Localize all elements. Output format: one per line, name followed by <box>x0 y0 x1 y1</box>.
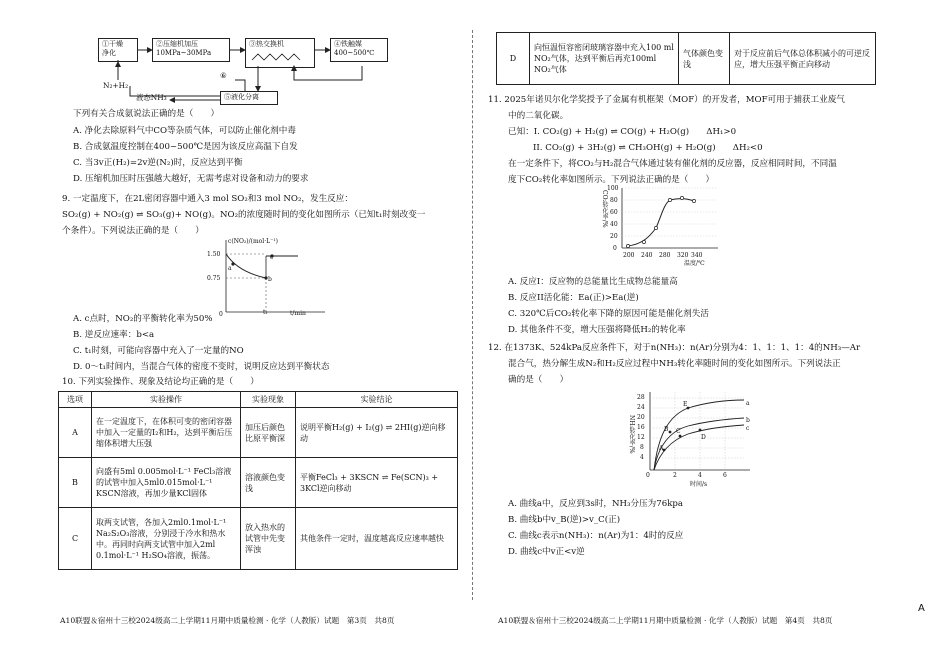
q9-point-a: a <box>228 265 232 272</box>
q10-stem: 10. 下列实验操作、现象及结论均正确的是（ ） <box>62 377 259 387</box>
q12-stem-line2: 混合气，热分解生成N₂和H₂反应过程中NH₃转化率随时间的变化如图所示。下列说法正 <box>508 359 841 369</box>
q12-curve-c: c <box>746 425 750 432</box>
q12-option-d: D. 曲线c中v正<v逆 <box>508 547 585 557</box>
q10-header-conclusion: 实验结论 <box>296 392 458 408</box>
q12-x-label: 时间/s <box>690 481 708 488</box>
q12-curve-b: b <box>746 417 750 424</box>
q11-option-b: B. 反应II活化能：Ea(正)>Ea(逆) <box>508 293 639 303</box>
q11-y-tick-0: 0 <box>613 245 617 252</box>
q11-y-tick-60: 60 <box>610 209 618 216</box>
table-row <box>497 33 876 85</box>
q12-y-tick-24: 24 <box>637 404 645 411</box>
q9-option-b: B. 逆反应速率：b<a <box>73 330 155 340</box>
q8-option-b: B. 合成氨温度控制在400~500℃是因为该反应高温下自发 <box>73 142 298 152</box>
flow-arrows <box>0 0 470 120</box>
q12-y-tick-20: 20 <box>637 414 645 421</box>
q11-x-tick-240: 240 <box>641 252 653 259</box>
q11-reaction-2: II. CO₂(g) + 3H₂(g) ⇌ CH₃OH(g) + H₂O(g) ΔH₂<0 <box>533 143 763 153</box>
q10-row-b-option: B <box>59 458 92 508</box>
q9-point-c: c <box>270 254 274 261</box>
q10-row-b-conclusion: 平衡FeCl₃ + 3KSCN ⇌ Fe(SCN)₃ + 3KCl逆向移动 <box>296 458 458 508</box>
q10-row-d-option: D <box>497 33 530 85</box>
flow-feed-label: N₂+H₂ <box>103 81 129 90</box>
q12-stem-line1: 12. 在1373K、524kPa反应条件下，对于n(NH₃)：n(Ar)分别为4：1、1：1、1：4的NH₃—Ar <box>488 343 861 353</box>
q12-point-A: A <box>659 445 664 452</box>
flow-box-compressor: ②压缩机加压 10MPa~30MPa <box>152 38 230 62</box>
q9-option-d: D. 0～t₁时间内，当混合气体的密度不变时，说明反应达到平衡状态 <box>73 362 330 372</box>
q10-row-a-conclusion: 说明平衡H₂(g) + I₂(g) ⇌ 2HI(g)逆向移动 <box>296 408 458 458</box>
q11-stem-line5: 在一定条件下，将CO₂与H₂混合气体通过装有催化剂的反应器，反应相同时间，不同温 <box>508 159 837 169</box>
q12-y-tick-28: 28 <box>637 394 645 401</box>
heat-exchanger-label: ③热交换机 <box>249 40 284 48</box>
q8-stem: 下列有关合成氨说法正确的是（ ） <box>73 109 220 119</box>
q10-row-c-option: C <box>59 508 92 570</box>
q12-y-tick-8: 8 <box>640 444 644 451</box>
q11-x-tick-280: 280 <box>659 252 671 259</box>
q12-y-tick-4: 4 <box>640 454 644 461</box>
q11-option-d: D. 其他条件不变，增大压强将降低H₂的转化率 <box>508 325 686 335</box>
q11-y-tick-20: 20 <box>610 233 618 240</box>
q9-option-c: C. t₁时刻，可能向容器中充入了一定量的NO <box>73 346 244 356</box>
q10-row-b-operation: 向盛有5ml 0.005mol·L⁻¹ FeCl₃溶液的试管中加入5ml0.015mol·L⁻¹ KSCN溶液，再加少量KCl固体 <box>92 458 241 508</box>
q10-row-a-operation: 在一定温度下，在体积可变的密闭容器中加入一定量的I₂和H₂，达到平衡后压缩体积增大压强 <box>92 408 241 458</box>
page-divider <box>472 30 473 600</box>
q12-y-tick-12: 12 <box>637 434 645 441</box>
q12-point-E: E <box>683 401 688 408</box>
q9-x-origin: 0 <box>219 311 223 318</box>
q11-reaction-1: 已知：I. CO₂(g) + H₂(g) ⇌ CO(g) + H₂O(g) ΔH₁>0 <box>508 127 737 137</box>
flow-box-catalyst: ④铁触媒 400~500℃ <box>330 38 388 62</box>
q9-y-tick-1.50: 1.50 <box>207 251 221 258</box>
q10-row-d-conclusion: 对于反应前后气体总体积减小的可逆反应，增大压强平衡正向移动 <box>730 33 876 85</box>
q10-row-c-phenomenon: 放入热水的试管中先变浑浊 <box>241 508 296 570</box>
q11-stem-line6: 度下CO₂转化率如图所示。下列说法正确的是（ ） <box>508 175 715 185</box>
q9-stem-line3: 个条件）。下列说法正确的是（ ） <box>62 226 204 236</box>
q12-point-B: B <box>664 426 669 433</box>
footer-right: A10联盟＆宿州十三校2024级高二上学期11月期中质量检测 · 化学（人教版）试题 第4页 共8页 <box>498 616 833 625</box>
q10-row-c-operation: 取两支试管，各加入2ml0.1mol·L⁻¹ Na₂S₂O₃溶液，分别浸于冷水和热水中。再同时向两支试管中加入2ml 0.1mol·L⁻¹ H₂SO₄溶液，振荡。 <box>92 508 241 570</box>
q10-row-a-phenomenon: 加压后颜色比原平衡深 <box>241 408 296 458</box>
q12-x-tick-2: 2 <box>673 472 677 479</box>
q11-y-label: CO₂转化率/% <box>601 190 608 228</box>
q11-y-tick-40: 40 <box>610 221 618 228</box>
q12-y-label: NH₃转化率/% <box>628 415 635 454</box>
q11-y-tick-100: 100 <box>607 185 619 192</box>
q10-row-d-operation: 向恒温恒容密闭玻璃容器中充入100 ml NO₂气体，达到平衡后再充100ml NO₂气体 <box>530 33 679 85</box>
q10-header-option: 选项 <box>59 392 92 408</box>
q10-table-header <box>59 392 458 408</box>
q10-row-c-conclusion: 其他条件一定时，温度越高反应速率越快 <box>296 508 458 570</box>
q8-option-a: A. 净化去除原料气中CO等杂质气体，可以防止催化剂中毒 <box>73 126 296 136</box>
q12-x-tick-4: 4 <box>698 472 702 479</box>
flow-box-separation: ⑤液化分离 <box>220 91 278 105</box>
flow-box-dry: ①干燥 净化 <box>98 38 138 62</box>
q10-header-operation: 实验操作 <box>92 392 241 408</box>
q12-curve-a: a <box>746 400 750 407</box>
q11-x-tick-320: 320 <box>677 252 689 259</box>
q9-point-b: b <box>268 276 272 283</box>
q12-option-b: B. 曲线b中v_B(逆)>v_C(正) <box>508 515 621 525</box>
q12-y-tick-16: 16 <box>637 424 645 431</box>
q11-option-a: A. 反应I：反应物的总能量比生成物总能量高 <box>508 277 678 287</box>
q11-y-tick-80: 80 <box>610 197 618 204</box>
q12-x-tick-0: 0 <box>646 472 650 479</box>
q12-stem-line3: 确的是（ ） <box>508 375 569 385</box>
q11-x-tick-340: 340 <box>691 252 703 259</box>
q10-row-d-phenomenon: 气体颜色变浅 <box>679 33 730 85</box>
q10-row-a-option: A <box>59 408 92 458</box>
q10-table-continued <box>496 32 876 85</box>
q12-option-a: A. 曲线a中，反应到3s时，NH₃分压为76kpa <box>508 499 684 509</box>
table-row <box>59 458 458 508</box>
q9-y-label: c(NO₂)/(mol·L⁻¹) <box>228 238 279 245</box>
q9-y-tick-0.75: 0.75 <box>207 275 221 282</box>
table-row <box>59 408 458 458</box>
q9-x-label: t/min <box>290 310 306 317</box>
q8-option-c: C. 当3v正(H₂)=2v逆(N₂)时，反应达到平衡 <box>73 158 243 168</box>
q11-option-c: C. 320℃后CO₂转化率下降的原因可能是催化剂失活 <box>508 309 709 319</box>
right-page <box>478 0 950 646</box>
q10-header-phenomenon: 实验现象 <box>241 392 296 408</box>
q9-stem-line1: 9. 一定温度下，在2L密闭容器中通入3 mol SO₂和3 mol NO₂，发生反应： <box>62 194 353 204</box>
q12-point-C: C <box>676 428 681 435</box>
flow-label-6: ⑥ <box>220 71 227 80</box>
flow-liquid-label: 液态NH₃ <box>136 93 167 102</box>
q10-table <box>58 391 458 570</box>
q11-x-label: 温度/℃ <box>684 260 705 267</box>
q12-x-tick-6: 6 <box>723 472 727 479</box>
q11-stem-line1: 11. 2025年诺贝尔化学奖授予了金属有机框架（MOF）的开发者，MOF可用于捕获工业废气 <box>488 95 845 105</box>
q10-row-b-phenomenon: 溶液颜色变浅 <box>241 458 296 508</box>
q9-option-a: A. c点时，NO₂的平衡转化率为50% <box>73 314 213 324</box>
table-row <box>59 508 458 570</box>
q12-option-c: C. 曲线c表示n(NH₃)：n(Ar)为1：4时的反应 <box>508 531 684 541</box>
q9-x-t1: t₁ <box>263 309 268 316</box>
q11-stem-line2: 中的二氧化碳。 <box>508 111 569 121</box>
footer-left: A10联盟＆宿州十三校2024级高二上学期11月期中质量检测 · 化学（人教版）试题 第3页 共8页 <box>60 616 395 625</box>
q9-stem-line2: SO₂(g) + NO₂(g) ⇌ SO₃(g)+ NO(g)。NO₂的浓度随时间的变化如图所示（已知t₁时刻改变一 <box>62 210 426 220</box>
q11-x-tick-200: 200 <box>623 252 635 259</box>
q12-point-D: D <box>701 434 706 441</box>
left-page <box>0 0 470 646</box>
corner-mark: A <box>918 603 925 614</box>
q8-option-d: D. 压缩机加压时压强越大越好，无需考虑对设备和动力的要求 <box>73 174 309 184</box>
